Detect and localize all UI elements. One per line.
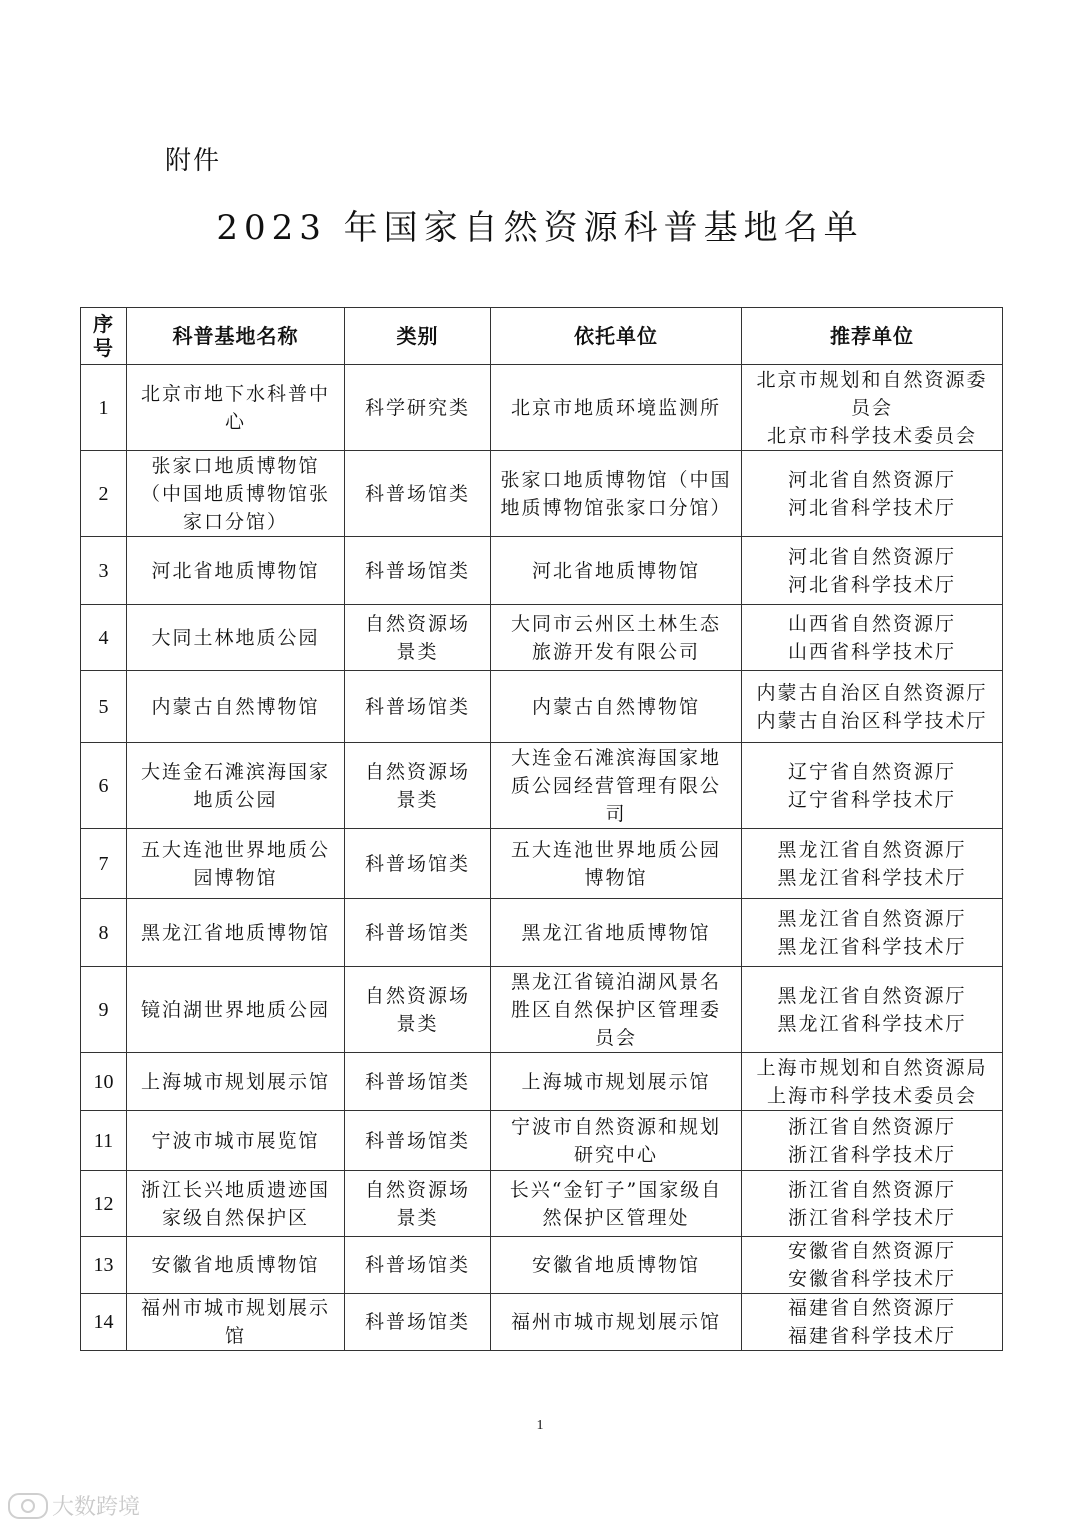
header-category: 类别 — [345, 308, 491, 365]
cell-host-line: 黑龙江省镜泊湖风景名 — [510, 970, 721, 993]
cell-recommender — [742, 743, 1003, 829]
table-row — [81, 743, 1003, 829]
table-row — [81, 365, 1003, 451]
cell-name — [127, 829, 345, 899]
cell-host-line: 福州市城市规划展示馆 — [510, 1311, 721, 1333]
cell-seq: 7 — [81, 829, 127, 899]
cell-host — [491, 1171, 742, 1237]
cell-name — [127, 537, 345, 605]
cell-category-line: 科普场馆类 — [364, 1254, 470, 1276]
cell-recommender-line: 辽宁省自然资源厅 — [787, 760, 956, 783]
table-row — [81, 967, 1003, 1053]
cell-recommender-line: 北京市科学技术委员会 — [766, 424, 977, 447]
header-recommender: 推荐单位 — [742, 308, 1003, 365]
cell-name-line: 黑龙江省地质博物馆 — [140, 921, 330, 944]
cell-recommender — [742, 365, 1003, 451]
table-row — [81, 1171, 1003, 1237]
cell-category — [345, 1294, 491, 1351]
cell-name-line: 上海城市规划展示馆 — [140, 1070, 330, 1093]
cell-category-line: 科学研究类 — [364, 396, 470, 419]
cell-category-line: 自然资源场 — [364, 1178, 470, 1201]
cell-host-line: 博物馆 — [584, 866, 648, 889]
cell-seq: 5 — [81, 671, 127, 743]
cell-seq: 13 — [81, 1237, 127, 1294]
cell-host-line: 河北省地质博物馆 — [531, 559, 700, 582]
table-row — [81, 1111, 1003, 1171]
cell-recommender — [742, 1111, 1003, 1171]
cell-category — [345, 967, 491, 1053]
cell-category-line: 科普场馆类 — [364, 1070, 470, 1093]
cell-name-line: 园博物馆 — [193, 866, 278, 889]
cell-category — [345, 1237, 491, 1294]
cell-name-line: 家级自然保护区 — [161, 1206, 309, 1229]
cell-recommender — [742, 1053, 1003, 1111]
cell-recommender-line: 黑龙江省科学技术厅 — [777, 935, 967, 958]
cell-category-line: 科普场馆类 — [364, 852, 470, 875]
watermark-text: 大数跨境 — [52, 1495, 141, 1520]
cell-recommender — [742, 605, 1003, 671]
cell-name — [127, 605, 345, 671]
cell-host — [491, 605, 742, 671]
header-host: 依托单位 — [491, 308, 742, 365]
cell-host-line: 北京市地质环境监测所 — [510, 396, 721, 419]
cell-name-line: 大连金石滩滨海国家 — [140, 760, 330, 783]
cell-name-line: 宁波市城市展览馆 — [151, 1129, 320, 1152]
header-name: 科普基地名称 — [127, 308, 345, 365]
cell-host — [491, 967, 742, 1053]
cell-name — [127, 671, 345, 743]
cell-name — [127, 1237, 345, 1294]
cell-seq: 11 — [81, 1111, 127, 1171]
cell-name-line: 浙江长兴地质遗迹国 — [140, 1178, 330, 1201]
cell-name-line: 镜泊湖世界地质公园 — [140, 998, 330, 1021]
cell-recommender — [742, 967, 1003, 1053]
cell-category — [345, 451, 491, 537]
cell-recommender — [742, 537, 1003, 605]
cell-recommender-line: 河北省科学技术厅 — [787, 496, 956, 519]
cell-recommender-line: 员会 — [850, 396, 893, 419]
table-row — [81, 1053, 1003, 1111]
cell-host — [491, 899, 742, 967]
header-seq: 序 号 — [81, 308, 127, 365]
cell-recommender-line: 辽宁省科学技术厅 — [787, 788, 956, 811]
cell-recommender-line: 安徽省科学技术厅 — [787, 1268, 956, 1290]
cell-category-line: 景类 — [396, 640, 439, 663]
cell-seq: 14 — [81, 1294, 127, 1351]
cell-recommender-line: 浙江省自然资源厅 — [787, 1115, 956, 1138]
cell-name-line: 河北省地质博物馆 — [151, 559, 320, 582]
cell-category — [345, 1171, 491, 1237]
cell-host — [491, 1294, 742, 1351]
cell-recommender-line: 北京市规划和自然资源委 — [756, 368, 988, 391]
cell-category — [345, 1053, 491, 1111]
cell-host-line: 内蒙古自然博物馆 — [531, 695, 700, 718]
cell-recommender-line: 黑龙江省科学技术厅 — [777, 866, 967, 889]
table-header-row — [81, 308, 1003, 365]
cell-recommender-line: 河北省自然资源厅 — [787, 468, 956, 491]
cell-name-line: 心 — [224, 410, 246, 433]
cell-host — [491, 451, 742, 537]
cell-name-line: 五大连池世界地质公 — [140, 838, 330, 861]
watermark — [8, 1490, 140, 1521]
table-row — [81, 1237, 1003, 1294]
cell-recommender-line: 河北省科学技术厅 — [787, 573, 956, 596]
cell-host-line: 司 — [605, 802, 627, 825]
cell-name-line: 张家口地质博物馆 — [151, 454, 320, 477]
cell-name — [127, 451, 345, 537]
cell-recommender-line: 浙江省自然资源厅 — [787, 1178, 956, 1201]
cell-category-line: 科普场馆类 — [364, 695, 470, 718]
cell-host — [491, 1237, 742, 1294]
cell-recommender — [742, 899, 1003, 967]
cell-host-line: 然保护区管理处 — [542, 1206, 690, 1229]
cell-recommender-line: 黑龙江省科学技术厅 — [777, 1012, 967, 1035]
cell-name — [127, 1294, 345, 1351]
cell-name — [127, 743, 345, 829]
cell-seq: 6 — [81, 743, 127, 829]
cell-seq: 10 — [81, 1053, 127, 1111]
cell-name — [127, 1053, 345, 1111]
cell-name-line: 地质公园 — [193, 788, 278, 811]
cell-host-line: 大连金石滩滨海国家地 — [510, 746, 721, 769]
cell-host — [491, 671, 742, 743]
cell-name-line: 馆 — [224, 1325, 246, 1347]
cell-recommender — [742, 671, 1003, 743]
table-row — [81, 829, 1003, 899]
cell-host-line: 员会 — [594, 1026, 637, 1049]
cell-seq: 8 — [81, 899, 127, 967]
cell-recommender-line: 浙江省科学技术厅 — [787, 1143, 956, 1166]
cell-host-line: 胜区自然保护区管理委 — [510, 998, 721, 1021]
cell-recommender-line: 上海市科学技术委员会 — [766, 1084, 977, 1107]
cell-host — [491, 537, 742, 605]
cell-recommender — [742, 1237, 1003, 1294]
cell-name — [127, 1111, 345, 1171]
cell-host-line: 大同市云州区土林生态 — [510, 612, 721, 635]
table-row — [81, 451, 1003, 537]
table-row — [81, 899, 1003, 967]
cell-recommender-line: 山西省自然资源厅 — [787, 612, 956, 635]
cell-host-line: 质公园经营管理有限公 — [510, 774, 721, 797]
watermark-logo-icon — [8, 1493, 48, 1519]
cell-host-line: 上海城市规划展示馆 — [521, 1070, 711, 1093]
cell-category — [345, 605, 491, 671]
cell-recommender-line: 浙江省科学技术厅 — [787, 1206, 956, 1229]
cell-host — [491, 365, 742, 451]
table-row — [81, 605, 1003, 671]
cell-recommender-line: 山西省科学技术厅 — [787, 640, 956, 663]
cell-recommender-line: 上海市规划和自然资源局 — [756, 1056, 988, 1079]
cell-host-line: 旅游开发有限公司 — [531, 640, 700, 663]
cell-category-line: 景类 — [396, 1206, 439, 1229]
cell-name — [127, 967, 345, 1053]
cell-host-line: 黑龙江省地质博物馆 — [521, 921, 711, 944]
cell-category-line: 科普场馆类 — [364, 559, 470, 582]
cell-category-line: 自然资源场 — [364, 760, 470, 783]
attachment-label: 附件 — [165, 146, 222, 176]
cell-host-line: 研究中心 — [573, 1143, 658, 1166]
cell-seq: 1 — [81, 365, 127, 451]
cell-name-line: 内蒙古自然博物馆 — [151, 695, 320, 718]
cell-recommender-line: 内蒙古自治区科学技术厅 — [756, 709, 988, 732]
table-row — [81, 1294, 1003, 1351]
cell-seq: 2 — [81, 451, 127, 537]
cell-category — [345, 537, 491, 605]
cell-host-line: 长兴“金钉子”国家级自 — [509, 1178, 723, 1201]
cell-category-line: 景类 — [396, 1012, 439, 1035]
cell-category-line: 景类 — [396, 788, 439, 811]
cell-category-line: 自然资源场 — [364, 984, 470, 1007]
table-body — [81, 365, 1003, 1351]
cell-category — [345, 365, 491, 451]
table-row — [81, 671, 1003, 743]
cell-recommender-line: 黑龙江省自然资源厅 — [777, 838, 967, 861]
cell-name-line: 北京市地下水科普中 — [140, 382, 330, 405]
table-row — [81, 537, 1003, 605]
cell-name — [127, 365, 345, 451]
cell-category — [345, 829, 491, 899]
cell-category-line: 科普场馆类 — [364, 482, 470, 505]
cell-category-line: 科普场馆类 — [364, 1311, 470, 1333]
cell-seq: 9 — [81, 967, 127, 1053]
cell-host — [491, 743, 742, 829]
cell-recommender — [742, 1294, 1003, 1351]
page-number: 1 — [536, 1418, 544, 1433]
cell-name-line: 安徽省地质博物馆 — [151, 1254, 320, 1276]
cell-seq: 4 — [81, 605, 127, 671]
cell-seq: 3 — [81, 537, 127, 605]
cell-host-line: 张家口地质博物馆（中国 — [500, 468, 732, 491]
cell-recommender — [742, 451, 1003, 537]
cell-host — [491, 1111, 742, 1171]
cell-recommender — [742, 1171, 1003, 1237]
cell-recommender-line: 福建省自然资源厅 — [787, 1297, 956, 1319]
cell-name-line: 福州市城市规划展示 — [140, 1297, 330, 1319]
cell-recommender — [742, 829, 1003, 899]
cell-category — [345, 899, 491, 967]
cell-host-line: 五大连池世界地质公园 — [510, 838, 721, 861]
cell-category — [345, 1111, 491, 1171]
cell-name-line: 大同土林地质公园 — [151, 626, 320, 649]
cell-name-line: （中国地质博物馆张 — [140, 482, 330, 505]
cell-host-line: 宁波市自然资源和规划 — [510, 1115, 721, 1138]
science-base-table — [80, 307, 1003, 1351]
cell-category-line: 科普场馆类 — [364, 921, 470, 944]
cell-name — [127, 899, 345, 967]
cell-host-line: 安徽省地质博物馆 — [531, 1254, 700, 1276]
cell-recommender-line: 黑龙江省自然资源厅 — [777, 907, 967, 930]
cell-recommender-line: 内蒙古自治区自然资源厅 — [756, 681, 988, 704]
cell-name-line: 家口分馆） — [182, 510, 288, 533]
cell-recommender-line: 河北省自然资源厅 — [787, 545, 956, 568]
cell-seq: 12 — [81, 1171, 127, 1237]
cell-category — [345, 743, 491, 829]
cell-category-line: 自然资源场 — [364, 612, 470, 635]
cell-host — [491, 1053, 742, 1111]
cell-host — [491, 829, 742, 899]
cell-recommender-line: 福建省科学技术厅 — [787, 1325, 956, 1347]
cell-recommender-line: 安徽省自然资源厅 — [787, 1240, 956, 1262]
cell-recommender-line: 黑龙江省自然资源厅 — [777, 984, 967, 1007]
cell-category-line: 科普场馆类 — [364, 1129, 470, 1152]
cell-category — [345, 671, 491, 743]
cell-host-line: 地质博物馆张家口分馆） — [500, 496, 732, 519]
cell-name — [127, 1171, 345, 1237]
page-title: 2023 年国家自然资源科普基地名单 — [216, 208, 864, 248]
